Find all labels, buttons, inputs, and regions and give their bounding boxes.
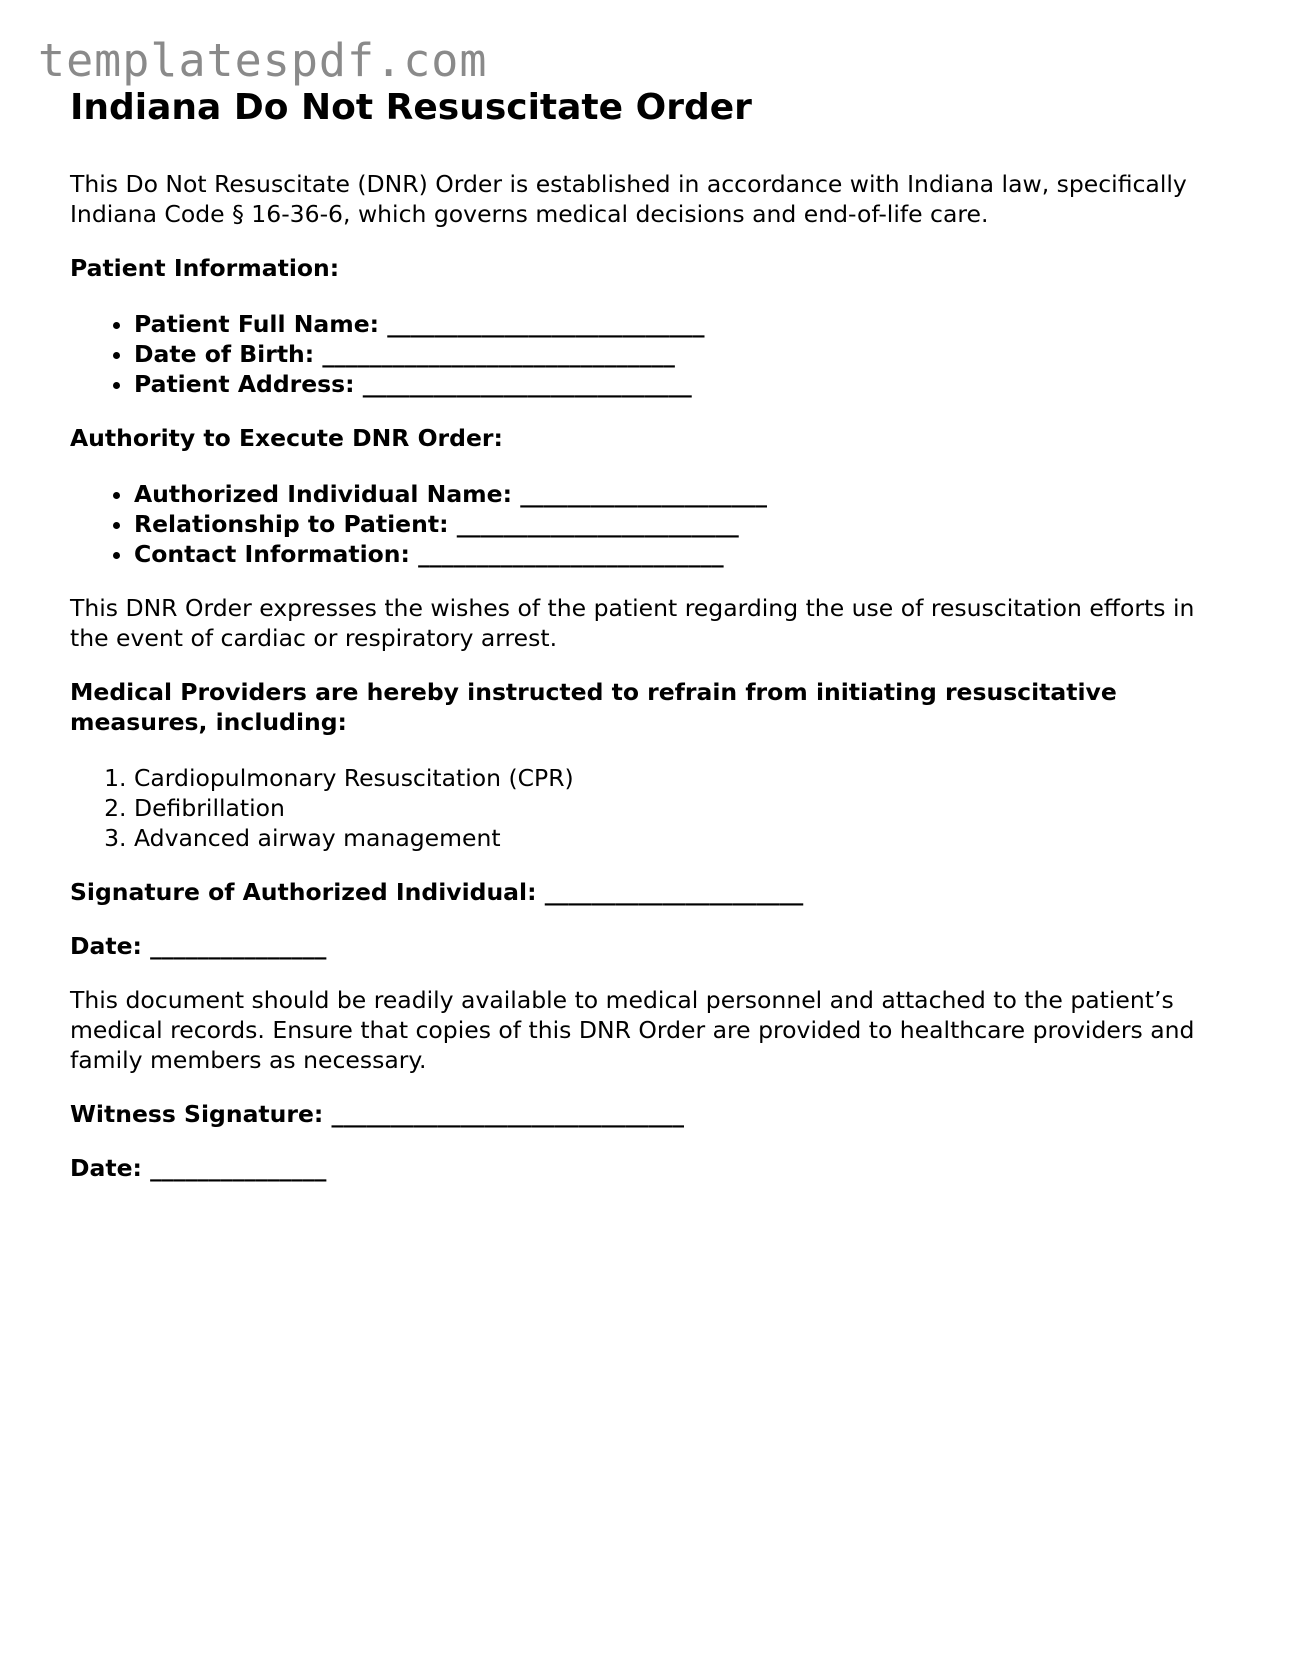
witness-signature-label: Witness Signature: <box>70 1100 324 1129</box>
patient-info-list <box>70 309 1230 399</box>
patient-name-blank[interactable]: ___________________________ <box>387 310 705 339</box>
authorized-name-label: Authorized Individual Name: <box>134 480 513 509</box>
document-title: Indiana Do Not Resuscitate Order <box>70 87 752 128</box>
patient-address-blank[interactable]: ____________________________ <box>362 370 692 399</box>
patient-address-label: Patient Address: <box>134 370 355 399</box>
date-blank-1[interactable]: _______________ <box>150 932 327 961</box>
measure-item: 3. Advanced airway management <box>134 823 1230 853</box>
authority-heading: Authority to Execute DNR Order: <box>70 424 503 453</box>
intro-paragraph: This Do Not Resuscitate (DNR) Order is established in accordance with Indiana law, specifically Indiana Code § 16-36-6, which governs medical decisions and end-of-life care. <box>70 170 1187 229</box>
patient-name-label: Patient Full Name: <box>134 310 380 339</box>
authorized-signature-blank[interactable]: ______________________ <box>544 878 804 907</box>
date-of-birth-blank[interactable]: ______________________________ <box>322 340 675 369</box>
authorized-signature-label: Signature of Authorized Individual: <box>70 878 537 907</box>
relationship-label: Relationship to Patient: <box>134 510 449 539</box>
availability-paragraph: This document should be readily available to medical personnel and attached to the patient’s medical records. Ensure that copies of this DNR Order are provided to healthcare providers and family members as necessary. <box>70 986 1195 1075</box>
date-label-2: Date: <box>70 1154 142 1183</box>
contact-info-blank[interactable]: __________________________ <box>418 540 724 569</box>
patient-info-heading: Patient Information: <box>70 254 340 283</box>
relationship-field <box>134 509 1230 539</box>
measures-list <box>70 763 1230 853</box>
contact-info-label: Contact Information: <box>134 540 410 569</box>
witness-signature-blank[interactable]: ______________________________ <box>331 1100 685 1129</box>
patient-address-field <box>134 369 1230 399</box>
authority-list <box>70 479 1230 569</box>
date-field-2 <box>70 1153 1230 1183</box>
date-blank-2[interactable]: _______________ <box>150 1154 327 1183</box>
witness-signature-field <box>70 1099 1230 1129</box>
date-label-1: Date: <box>70 932 142 961</box>
contact-info-field <box>134 539 1230 569</box>
watermark: templatespdf.com <box>38 34 488 87</box>
measure-item: 2. Defibrillation <box>134 793 1230 823</box>
wishes-paragraph: This DNR Order expresses the wishes of the patient regarding the use of resuscitation efforts in the event of cardiac or respiratory arrest. <box>70 594 1195 653</box>
relationship-blank[interactable]: ________________________ <box>456 510 739 539</box>
date-of-birth-label: Date of Birth: <box>134 340 315 369</box>
patient-name-field <box>134 309 1230 339</box>
instruction-heading: Medical Providers are hereby instructed to refrain from initiating resuscitative measures, including: <box>70 678 1117 737</box>
document-page <box>70 86 1230 1207</box>
date-field-1 <box>70 931 1230 961</box>
date-of-birth-field <box>134 339 1230 369</box>
authorized-name-field <box>134 479 1230 509</box>
authorized-signature-field <box>70 877 1230 907</box>
measure-item: 1. Cardiopulmonary Resuscitation (CPR) <box>134 763 1230 793</box>
authorized-name-blank[interactable]: _____________________ <box>520 480 767 509</box>
